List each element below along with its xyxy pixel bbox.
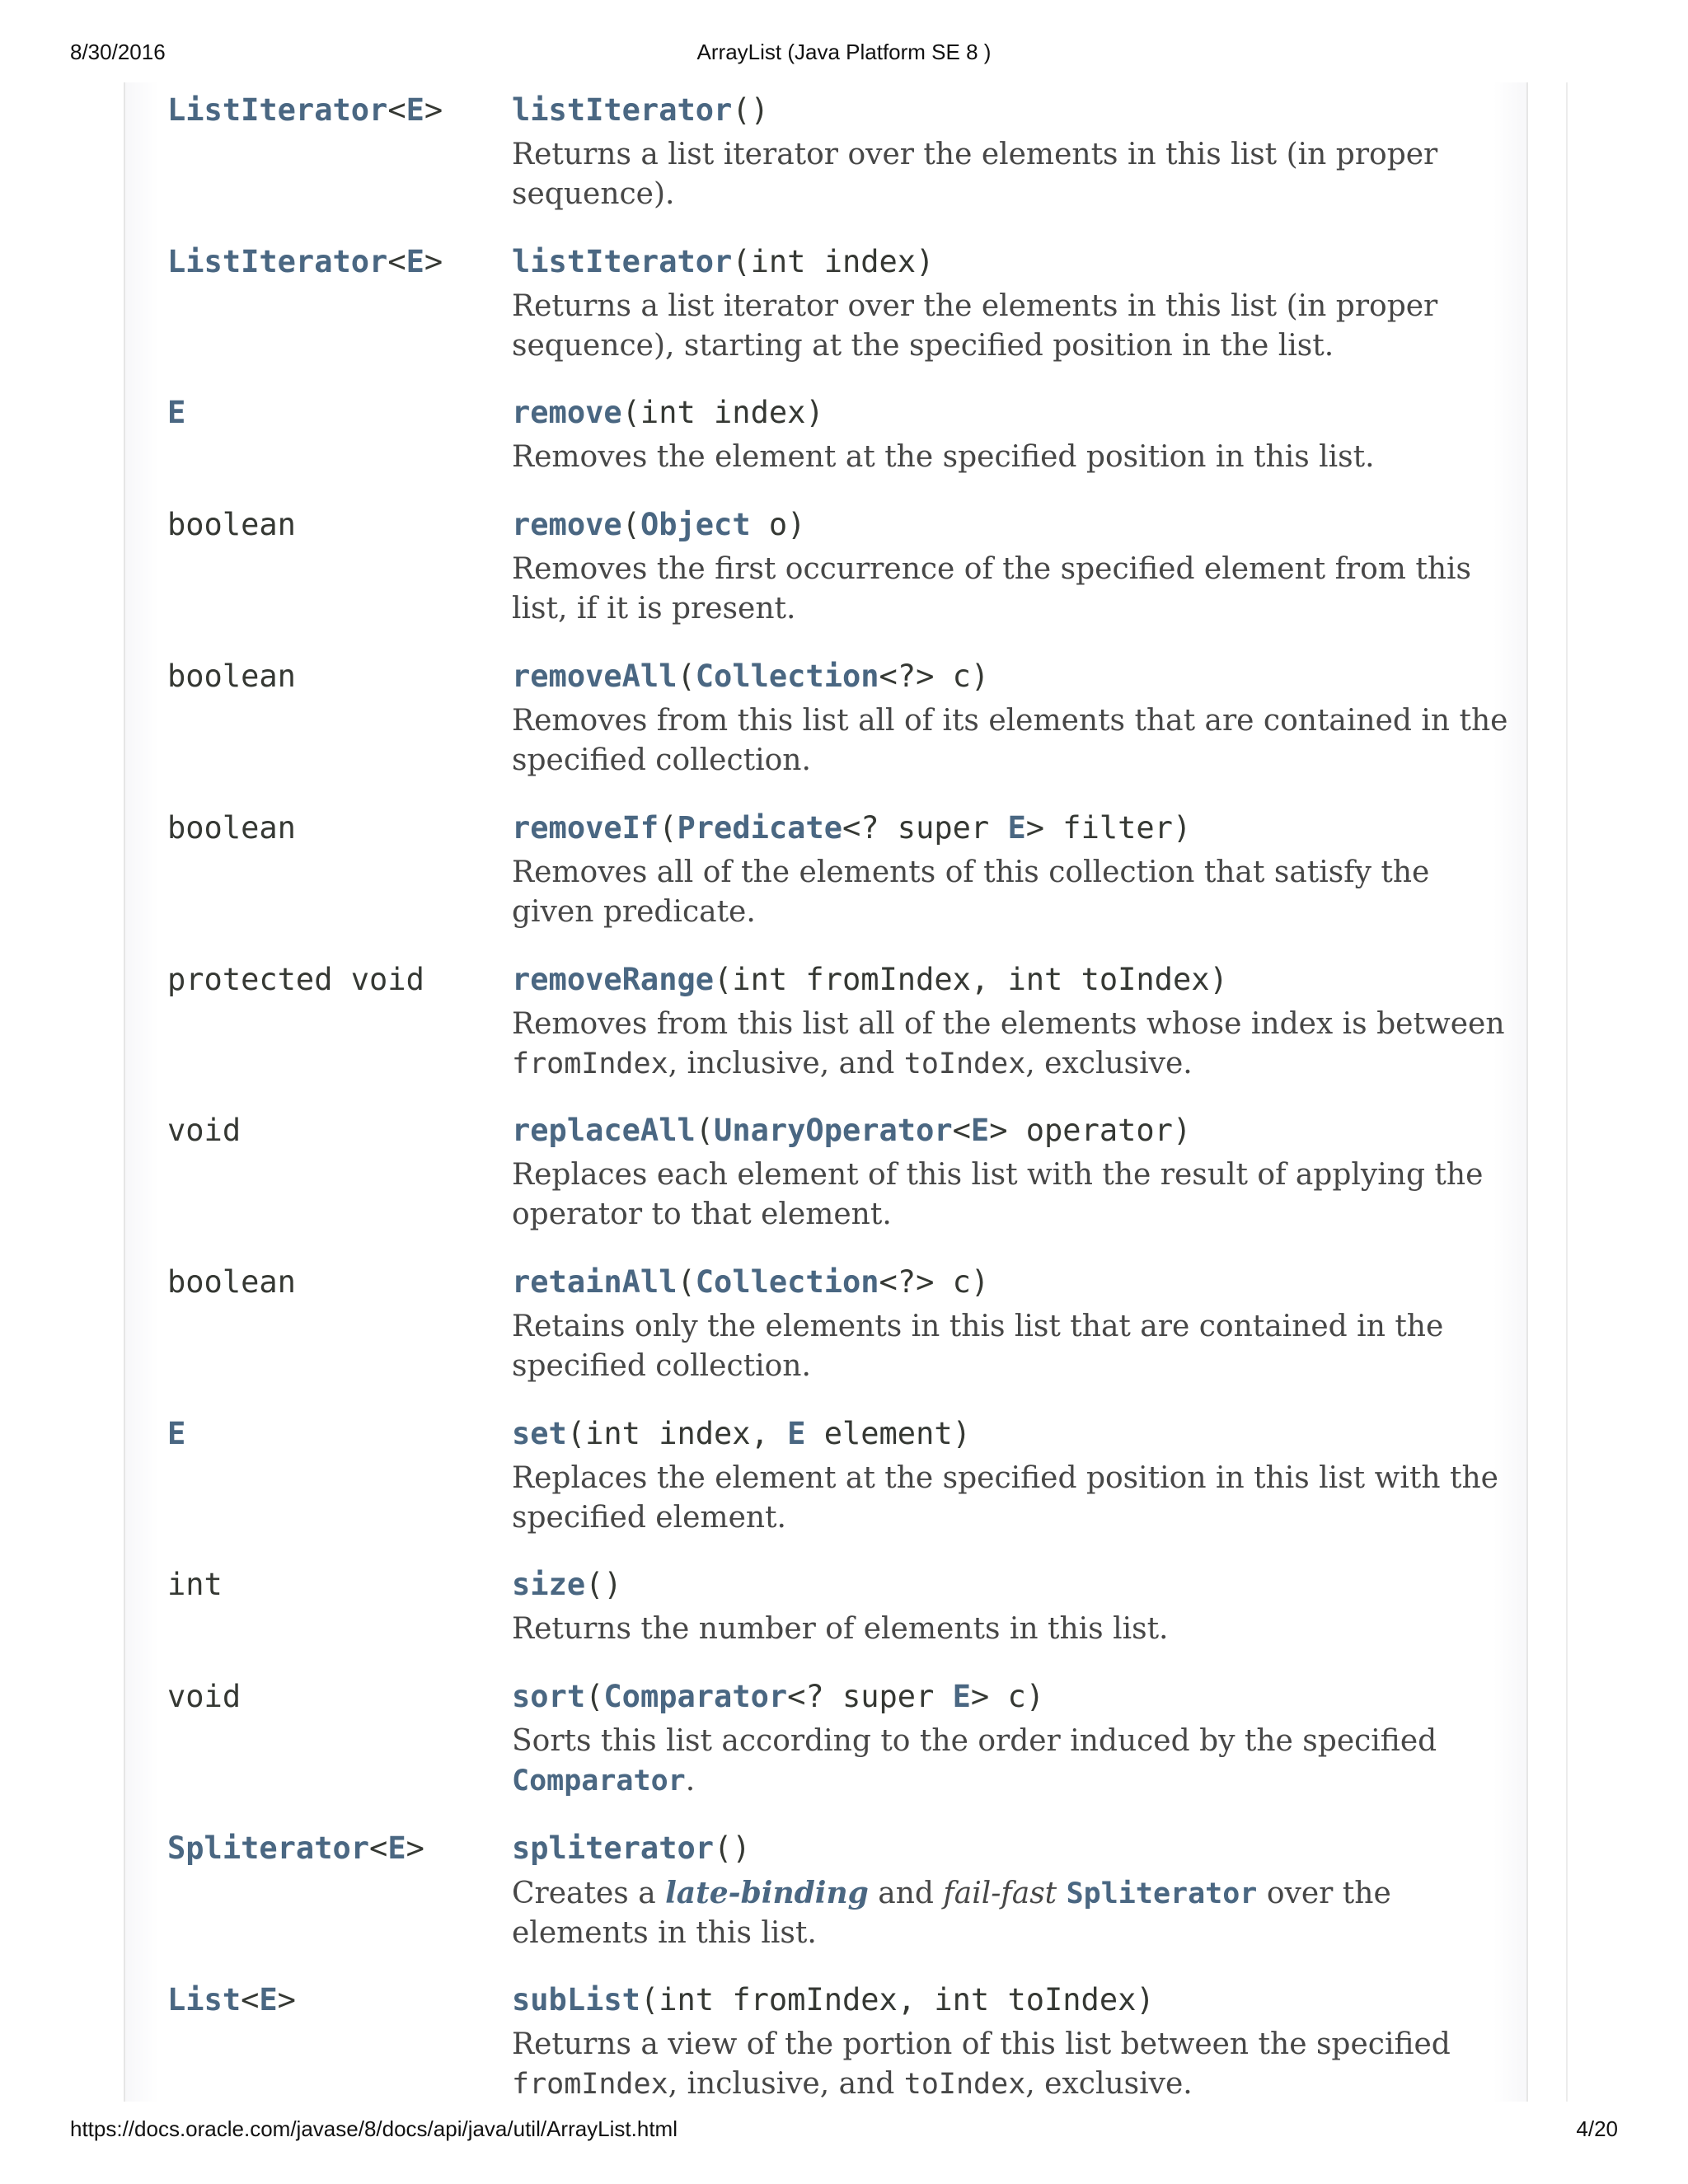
method-description: Replaces the element at the specified position in this list with the specified element.	[512, 1461, 1498, 1535]
method-description: Removes all of the elements of this collection that satisfy the given predicate.	[512, 855, 1430, 929]
method-link[interactable]: removeRange	[512, 962, 715, 997]
param-type-link[interactable]: UnaryOperator	[714, 1113, 953, 1148]
method-description: Removes from this list all of the elements whose index is between fromIndex, inclusive, and toIndex, exclusive.	[512, 1007, 1505, 1080]
param-type-link[interactable]: Collection	[695, 658, 879, 694]
return-type: ListIterator<E>	[167, 244, 443, 279]
method-signature: remove(Object o)	[512, 507, 806, 542]
method-signature: sort(Comparator<? super E> c)	[512, 1679, 1045, 1714]
method-description: Removes the first occurrence of the specified element from this list, if it is present.	[512, 552, 1472, 626]
spliterator-link[interactable]: Spliterator	[1066, 1877, 1258, 1910]
type-link[interactable]: List	[167, 1982, 241, 2018]
method-description: Returns a list iterator over the elements in this list (in proper sequence), starting at the specified position in the list.	[512, 289, 1438, 363]
return-type: protected void	[167, 962, 424, 997]
method-link[interactable]: set	[512, 1416, 567, 1451]
method-description: Creates a late-binding and fail-fast Spliterator over the elements in this list.	[512, 1876, 1391, 1950]
method-signature: replaceAll(UnaryOperator<E> operator)	[512, 1113, 1192, 1148]
type-param-link[interactable]: E	[387, 1830, 406, 1866]
inline-code: toIndex	[903, 2068, 1026, 2101]
param-type-link[interactable]: Collection	[695, 1264, 879, 1300]
method-signature: size()	[512, 1567, 622, 1602]
method-link[interactable]: remove	[512, 395, 622, 430]
method-description: Returns the number of elements in this list.	[512, 1612, 1169, 1646]
type-param-link[interactable]: E	[787, 1416, 806, 1451]
type-param-link[interactable]: E	[259, 1982, 278, 2018]
method-link[interactable]: subList	[512, 1982, 640, 2018]
return-type: void	[167, 1113, 241, 1148]
return-type: boolean	[167, 507, 296, 542]
type-link[interactable]: Spliterator	[167, 1830, 370, 1866]
method-description: Removes from this list all of its elements that are contained in the specified collection.	[512, 704, 1508, 777]
method-signature: retainAll(Collection<?> c)	[512, 1264, 990, 1300]
param-type-link[interactable]: Comparator	[603, 1679, 788, 1714]
method-link[interactable]: listIterator	[512, 244, 733, 279]
print-date: 8/30/2016	[70, 40, 166, 64]
inline-code: fromIndex	[512, 1047, 668, 1080]
inline-code: fromIndex	[512, 2068, 668, 2101]
method-description: Retains only the elements in this list that are contained in the specified collection.	[512, 1310, 1444, 1383]
method-signature: spliterator()	[512, 1830, 751, 1866]
method-description: Sorts this list according to the order induced by the specified Comparator.	[512, 1724, 1437, 1797]
page-url: https://docs.oracle.com/javase/8/docs/api/java/util/ArrayList.html	[70, 2116, 678, 2141]
frame-divider-right	[1566, 82, 1568, 2102]
page-number: 4/20	[1576, 2116, 1618, 2141]
return-type: boolean	[167, 1264, 296, 1300]
type-param-link[interactable]: E	[952, 1679, 971, 1714]
param-type-link[interactable]: Predicate	[677, 810, 842, 846]
type-param-link[interactable]: E	[970, 1113, 990, 1148]
method-signature: removeIf(Predicate<? super E> filter)	[512, 810, 1192, 846]
method-signature: subList(int fromIndex, int toIndex)	[512, 1982, 1155, 2018]
return-type: void	[167, 1679, 241, 1714]
return-type: boolean	[167, 810, 296, 846]
return-type: ListIterator<E>	[167, 92, 443, 128]
document-title: ArrayList (Java Platform SE 8 )	[696, 40, 992, 64]
method-signature: listIterator(int index)	[512, 244, 935, 279]
param-type-link[interactable]: Object	[640, 507, 751, 542]
return-type: List<E>	[167, 1982, 296, 2018]
method-signature: set(int index, E element)	[512, 1416, 971, 1451]
type-link[interactable]: ListIterator	[167, 92, 388, 128]
method-link[interactable]: removeIf	[512, 810, 659, 846]
method-link[interactable]: retainAll	[512, 1264, 678, 1300]
method-link[interactable]: removeAll	[512, 658, 678, 694]
type-link[interactable]: E	[167, 1416, 186, 1451]
method-description: Removes the element at the specified position in this list.	[512, 440, 1375, 474]
return-type: int	[167, 1567, 223, 1602]
method-signature: remove(int index)	[512, 395, 824, 430]
method-signature: removeAll(Collection<?> c)	[512, 658, 990, 694]
type-link[interactable]: ListIterator	[167, 244, 388, 279]
inline-code: toIndex	[903, 1047, 1026, 1080]
method-link[interactable]: listIterator	[512, 92, 733, 128]
late-binding-link[interactable]: late-binding	[665, 1876, 869, 1910]
method-description: Replaces each element of this list with the result of applying the operator to that element.	[512, 1158, 1484, 1231]
return-type: boolean	[167, 658, 296, 694]
method-link[interactable]: spliterator	[512, 1830, 715, 1866]
return-type	[167, 395, 185, 430]
method-link[interactable]: size	[512, 1567, 586, 1602]
comparator-link[interactable]: Comparator	[512, 1765, 686, 1797]
method-signature: listIterator()	[512, 92, 769, 128]
return-type	[167, 1416, 185, 1451]
type-link[interactable]: E	[167, 395, 186, 430]
method-link[interactable]: sort	[512, 1679, 586, 1714]
type-param-link[interactable]: E	[1007, 810, 1026, 846]
type-param-link[interactable]: E	[406, 244, 424, 279]
method-description: Returns a view of the portion of this list between the specified fromIndex, inclusive, and toIndex, exclusive.	[512, 2027, 1451, 2101]
method-link[interactable]: replaceAll	[512, 1113, 696, 1148]
return-type: Spliterator<E>	[167, 1830, 424, 1866]
method-description: Returns a list iterator over the elements in this list (in proper sequence).	[512, 138, 1438, 211]
type-param-link[interactable]: E	[406, 92, 424, 128]
method-link[interactable]: remove	[512, 507, 622, 542]
method-signature: removeRange(int fromIndex, int toIndex)	[512, 962, 1228, 997]
